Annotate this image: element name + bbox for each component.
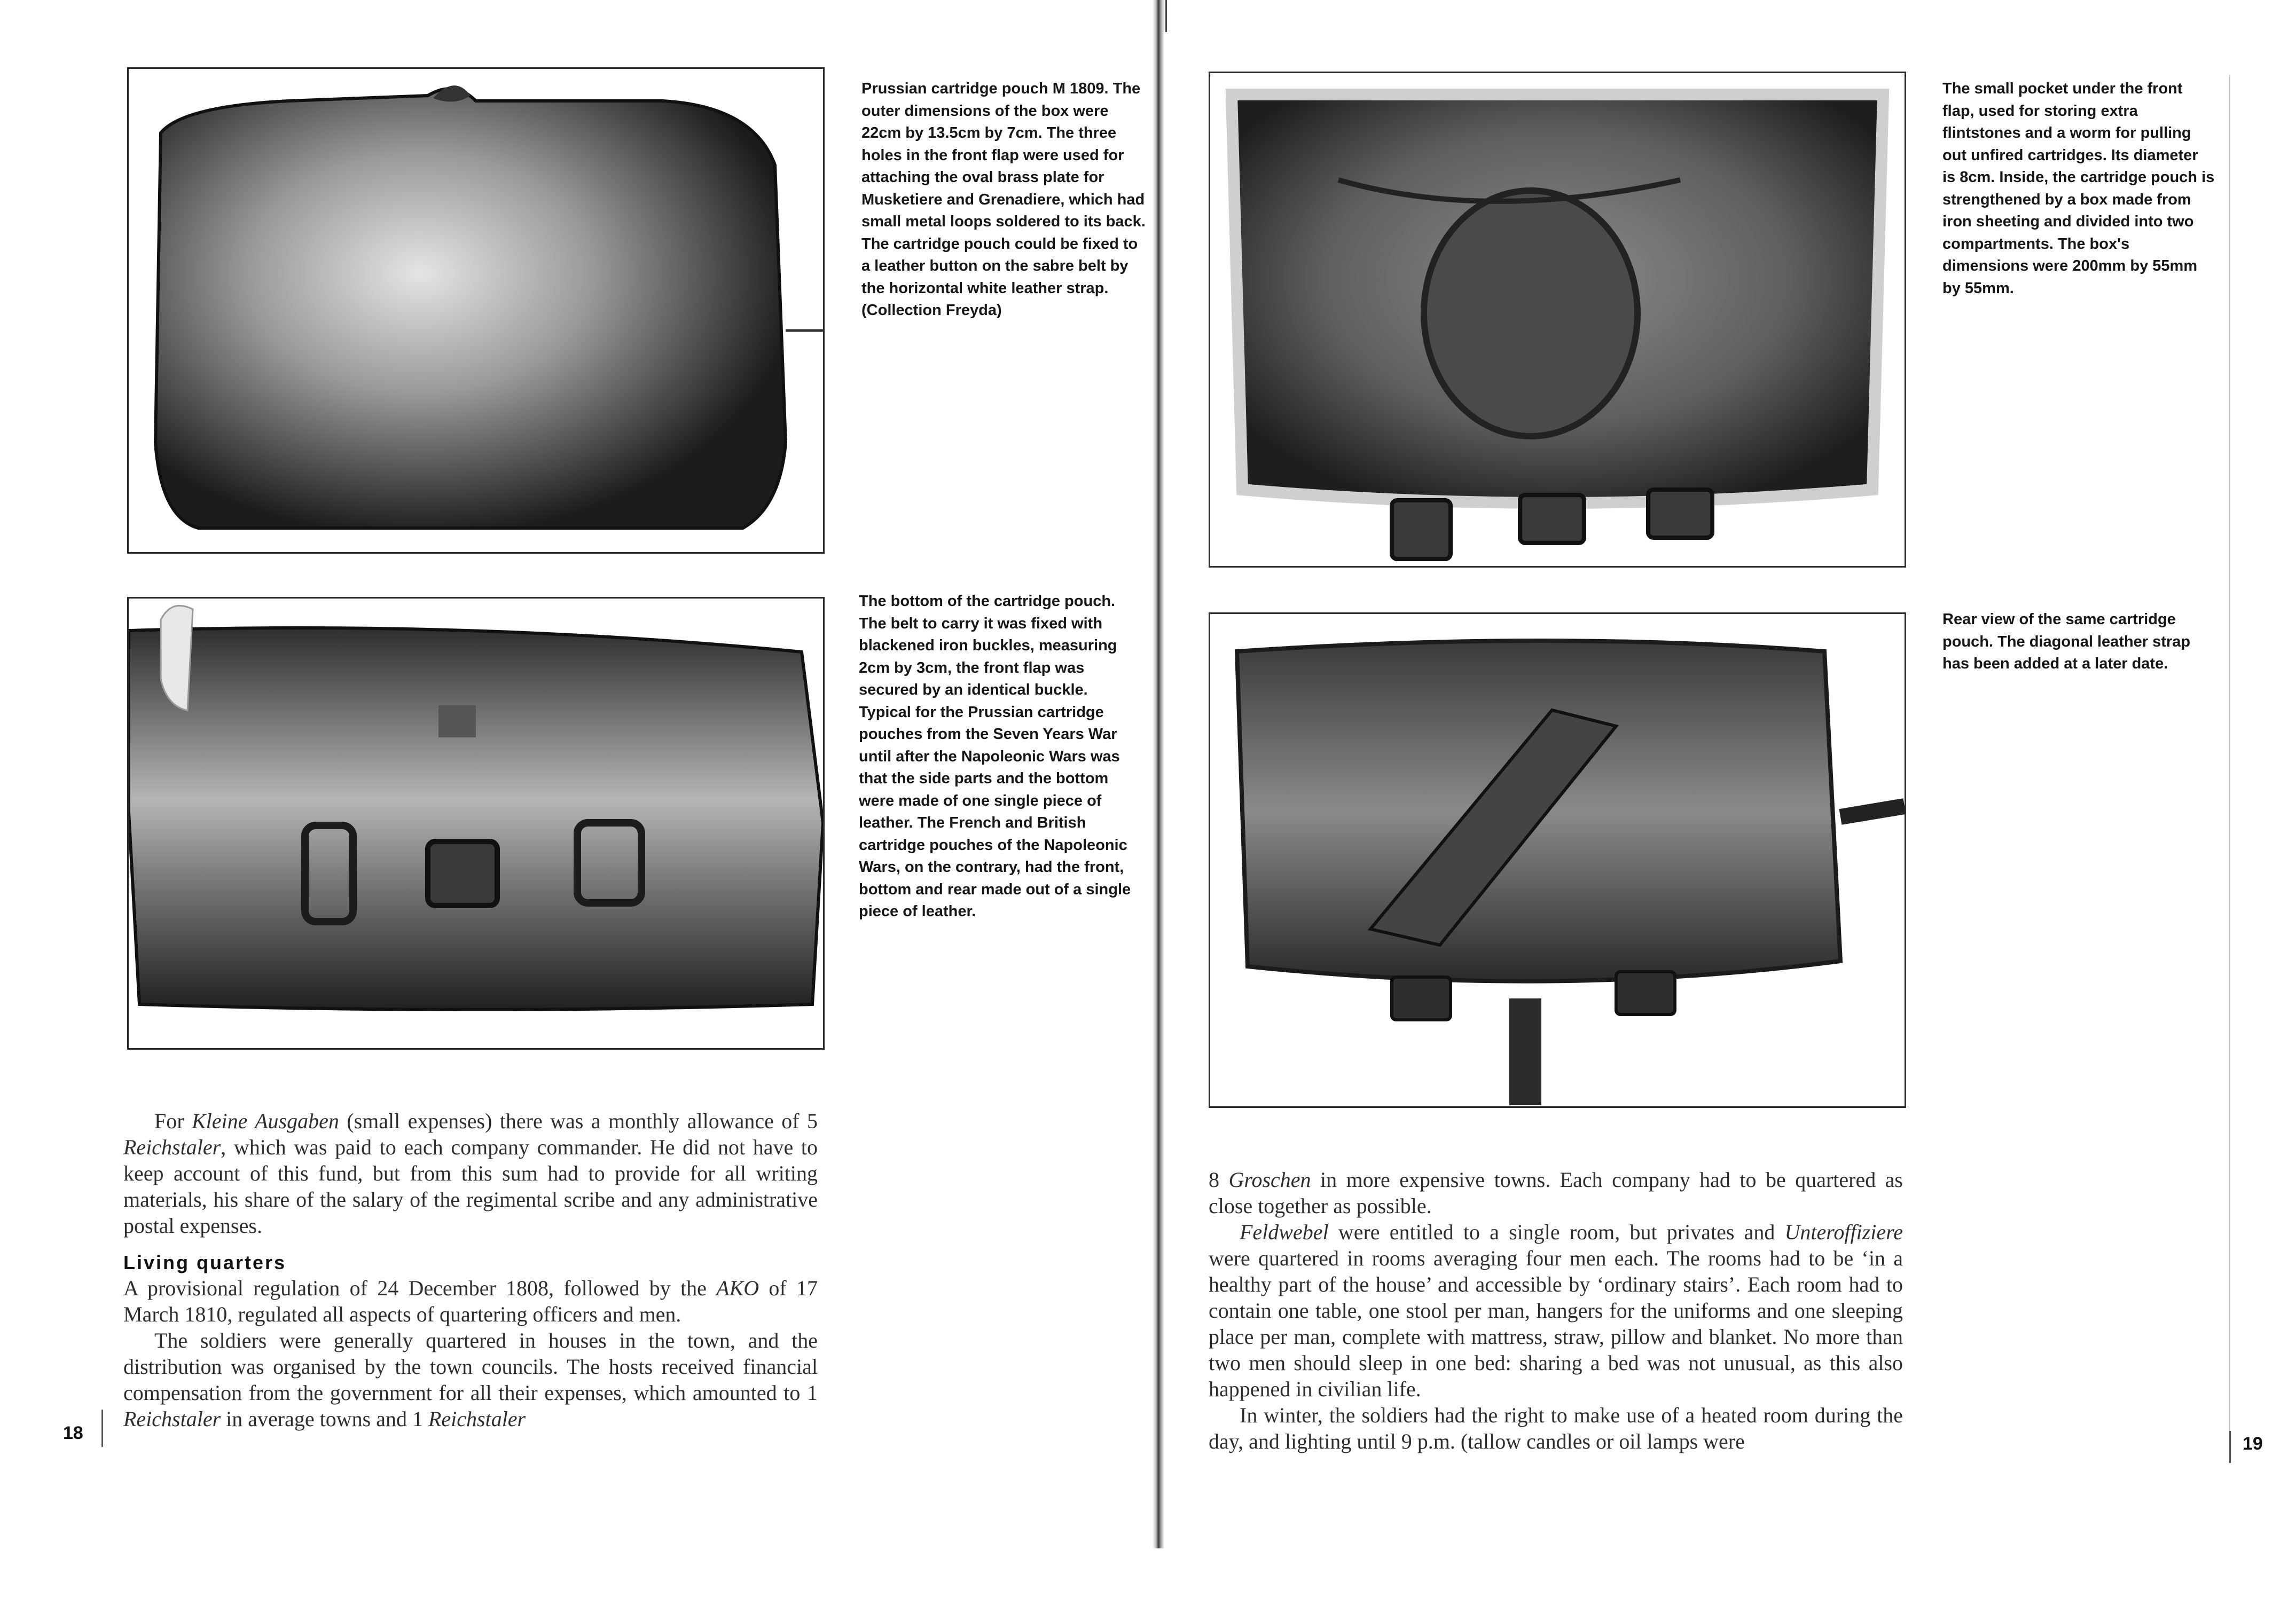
caption-photo-1 xyxy=(861,78,1150,322)
paragraph: 8 Groschen in more expensive towns. Each company had to be quartered as close together as possible. xyxy=(1209,1168,1903,1218)
photo-cartridge-pouch-rear xyxy=(1209,612,1906,1108)
caption-text: Rear view of the same cartridge pouch. The diagonal leather strap has been added at a later date. xyxy=(1942,611,2191,672)
page-number-left: 18 xyxy=(63,1423,83,1443)
paragraph: A provisional regulation of 24 December 1808, followed by the AKO of 17 March 1810, regulated all aspects of quartering officers and men. xyxy=(123,1276,818,1326)
paragraph: In winter, the soldiers had the right to make use of a heated room during the day, and lighting until 9 p.m. (tallow candles or oil lamps were xyxy=(1209,1403,1903,1453)
caption-text: Prussian cartridge pouch M 1809. The outer dimensions of the box were 22cm by 13.5cm by 7cm. The three holes in the front flap were used for attaching the oval brass plate for Musketiere and Grenadiere, which had small metal loops soldered to its back. The cartridge pouch could be fixed to a leather button on the sabre belt by the horizontal white leather strap. (Collection Freyda) xyxy=(861,80,1146,319)
caption-text: The bottom of the cartridge pouch. The belt to carry it was fixed with blackened iron buckles, measuring 2cm by 3cm, the front flap was secured by an identical buckle. Typical for the Prussian cartridge pouches from the Seven Years War until after the Napoleonic Wars was that the side parts and the bottom were made of one single piece of leather. The French and British cartridge pouches of the Napoleonic Wars, on the contrary, had the front, bottom and rear made out of a single piece of leather. xyxy=(859,593,1131,920)
caption-photo-3 xyxy=(1942,78,2215,300)
photo-cartridge-pouch-pocket xyxy=(1209,72,1906,568)
spine-edge-mark xyxy=(1165,0,1188,32)
section-heading: Living quarters xyxy=(123,1252,287,1273)
caption-photo-2 xyxy=(859,591,1131,923)
caption-text: The small pocket under the front flap, used for storing extra flintstones and a worm for pulling out unfired cartridges. Its diameter is 8cm. Inside, the cartridge pouch is strengthened by a box made from iron sheeting and divided into two compartments. The box's dimensions were 200mm by 55mm by 55mm. xyxy=(1942,80,2215,297)
right-folio-rule xyxy=(2229,1431,2231,1463)
right-margin-rule xyxy=(2229,75,2230,1458)
photo-cartridge-pouch-bottom xyxy=(127,597,825,1050)
caption-photo-4 xyxy=(1942,609,2215,675)
paragraph: For Kleine Ausgaben (small expenses) there was a monthly allowance of 5 Reichstaler, which was paid to each company commander. He did not have to keep account of this fund, but from this sum had to provide for all writing materials, his share of the salary of the regimental scribe and any administrative postal expenses. xyxy=(123,1109,818,1238)
left-margin-rule xyxy=(101,1410,103,1447)
photo-cartridge-pouch-front xyxy=(127,67,825,554)
left-page-body-text xyxy=(123,1108,818,1432)
paragraph: Feldwebel were entitled to a single room, but privates and Unteroffiziere were quartered in rooms averaging four men each. The rooms had to be ‘in a healthy part of the house’ and accessible by ‘ordinary stairs’. Each room had to contain one table, one stool per man, hangers for the uniforms and one sleeping place per man, complete with mattress, straw, pillow and blanket. No more than two men should sleep in one bed: sharing a bed was not unusual, as this also happened in civilian life. xyxy=(1209,1220,1903,1401)
right-page-body-text xyxy=(1209,1167,1903,1454)
paragraph: The soldiers were generally quartered in houses in the town, and the distribution was organised by the town councils. The hosts received financial compensation from the government for all their expenses, which amounted to 1 Reichstaler in average towns and 1 Reichstaler xyxy=(123,1328,818,1431)
book-spine xyxy=(1153,0,1164,1548)
page-number-right: 19 xyxy=(2243,1434,2263,1454)
